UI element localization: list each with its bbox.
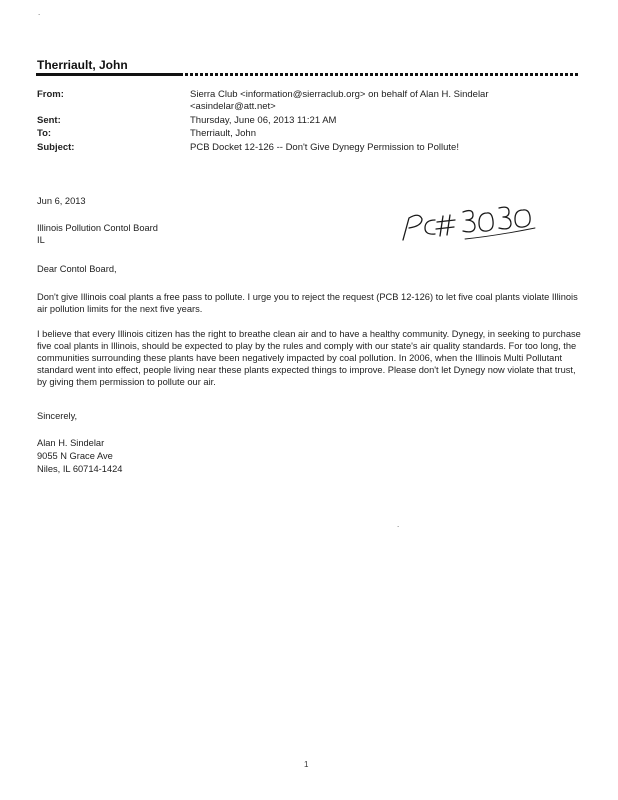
subject-value: PCB Docket 12-126 -- Don't Give Dynegy Permission to Pollute! — [190, 142, 459, 153]
letter-date: Jun 6, 2013 — [37, 196, 86, 206]
page-number: 1 — [304, 760, 309, 769]
salutation: Dear Contol Board, — [37, 264, 117, 274]
header-rule-pattern — [180, 73, 580, 76]
sender-name: Therriault, John — [37, 58, 128, 72]
handwritten-note-graphic — [395, 198, 545, 253]
from-value: Sierra Club <information@sierraclub.org> on behalf of Alan H. Sindelar — [190, 89, 489, 100]
paragraph-1: Don't give Illinois coal plants a free pass to pollute. I urge you to reject the request (PCB 12-126) to let five coal plants violate Illinois air pollution limits for the next five years. — [37, 292, 578, 314]
signature-name: Alan H. Sindelar — [37, 438, 105, 448]
signature-city: Niles, IL 60714-1424 — [37, 464, 123, 474]
subject-label: Subject: — [37, 142, 75, 153]
scan-speck: . — [38, 8, 41, 17]
from-email: <asindelar@att.net> — [190, 101, 276, 112]
sent-value: Thursday, June 06, 2013 11:21 AM — [190, 115, 337, 126]
handwritten-note — [395, 198, 545, 258]
signature-address: 9055 N Grace Ave — [37, 451, 113, 461]
recipient-line-2: IL — [37, 235, 45, 245]
paragraph-2: I believe that every Illinois citizen has the right to breathe clean air and to have a healthy community. Dynegy, in seeking to purchase five coal plants in Illinois, should be expected to play by the rules and comply with our state's air quality standards. For too long, the communities surrounding these plants have been negatively impacted by coal pollution. In 2006, when the Illinois Multi Pollutant standard went into effect, people living near these plants expected things to improve. Please don't let Dynegy now violate that trust, by giving them permission to pollute our air. — [37, 329, 581, 387]
to-value: Therriault, John — [190, 128, 257, 139]
recipient-line-1: Illinois Pollution Contol Board — [37, 223, 158, 233]
scan-speck-2: . — [397, 520, 400, 529]
closing: Sincerely, — [37, 411, 78, 421]
from-label: From: — [37, 89, 64, 100]
sent-label: Sent: — [37, 115, 61, 126]
to-label: To: — [37, 128, 52, 139]
